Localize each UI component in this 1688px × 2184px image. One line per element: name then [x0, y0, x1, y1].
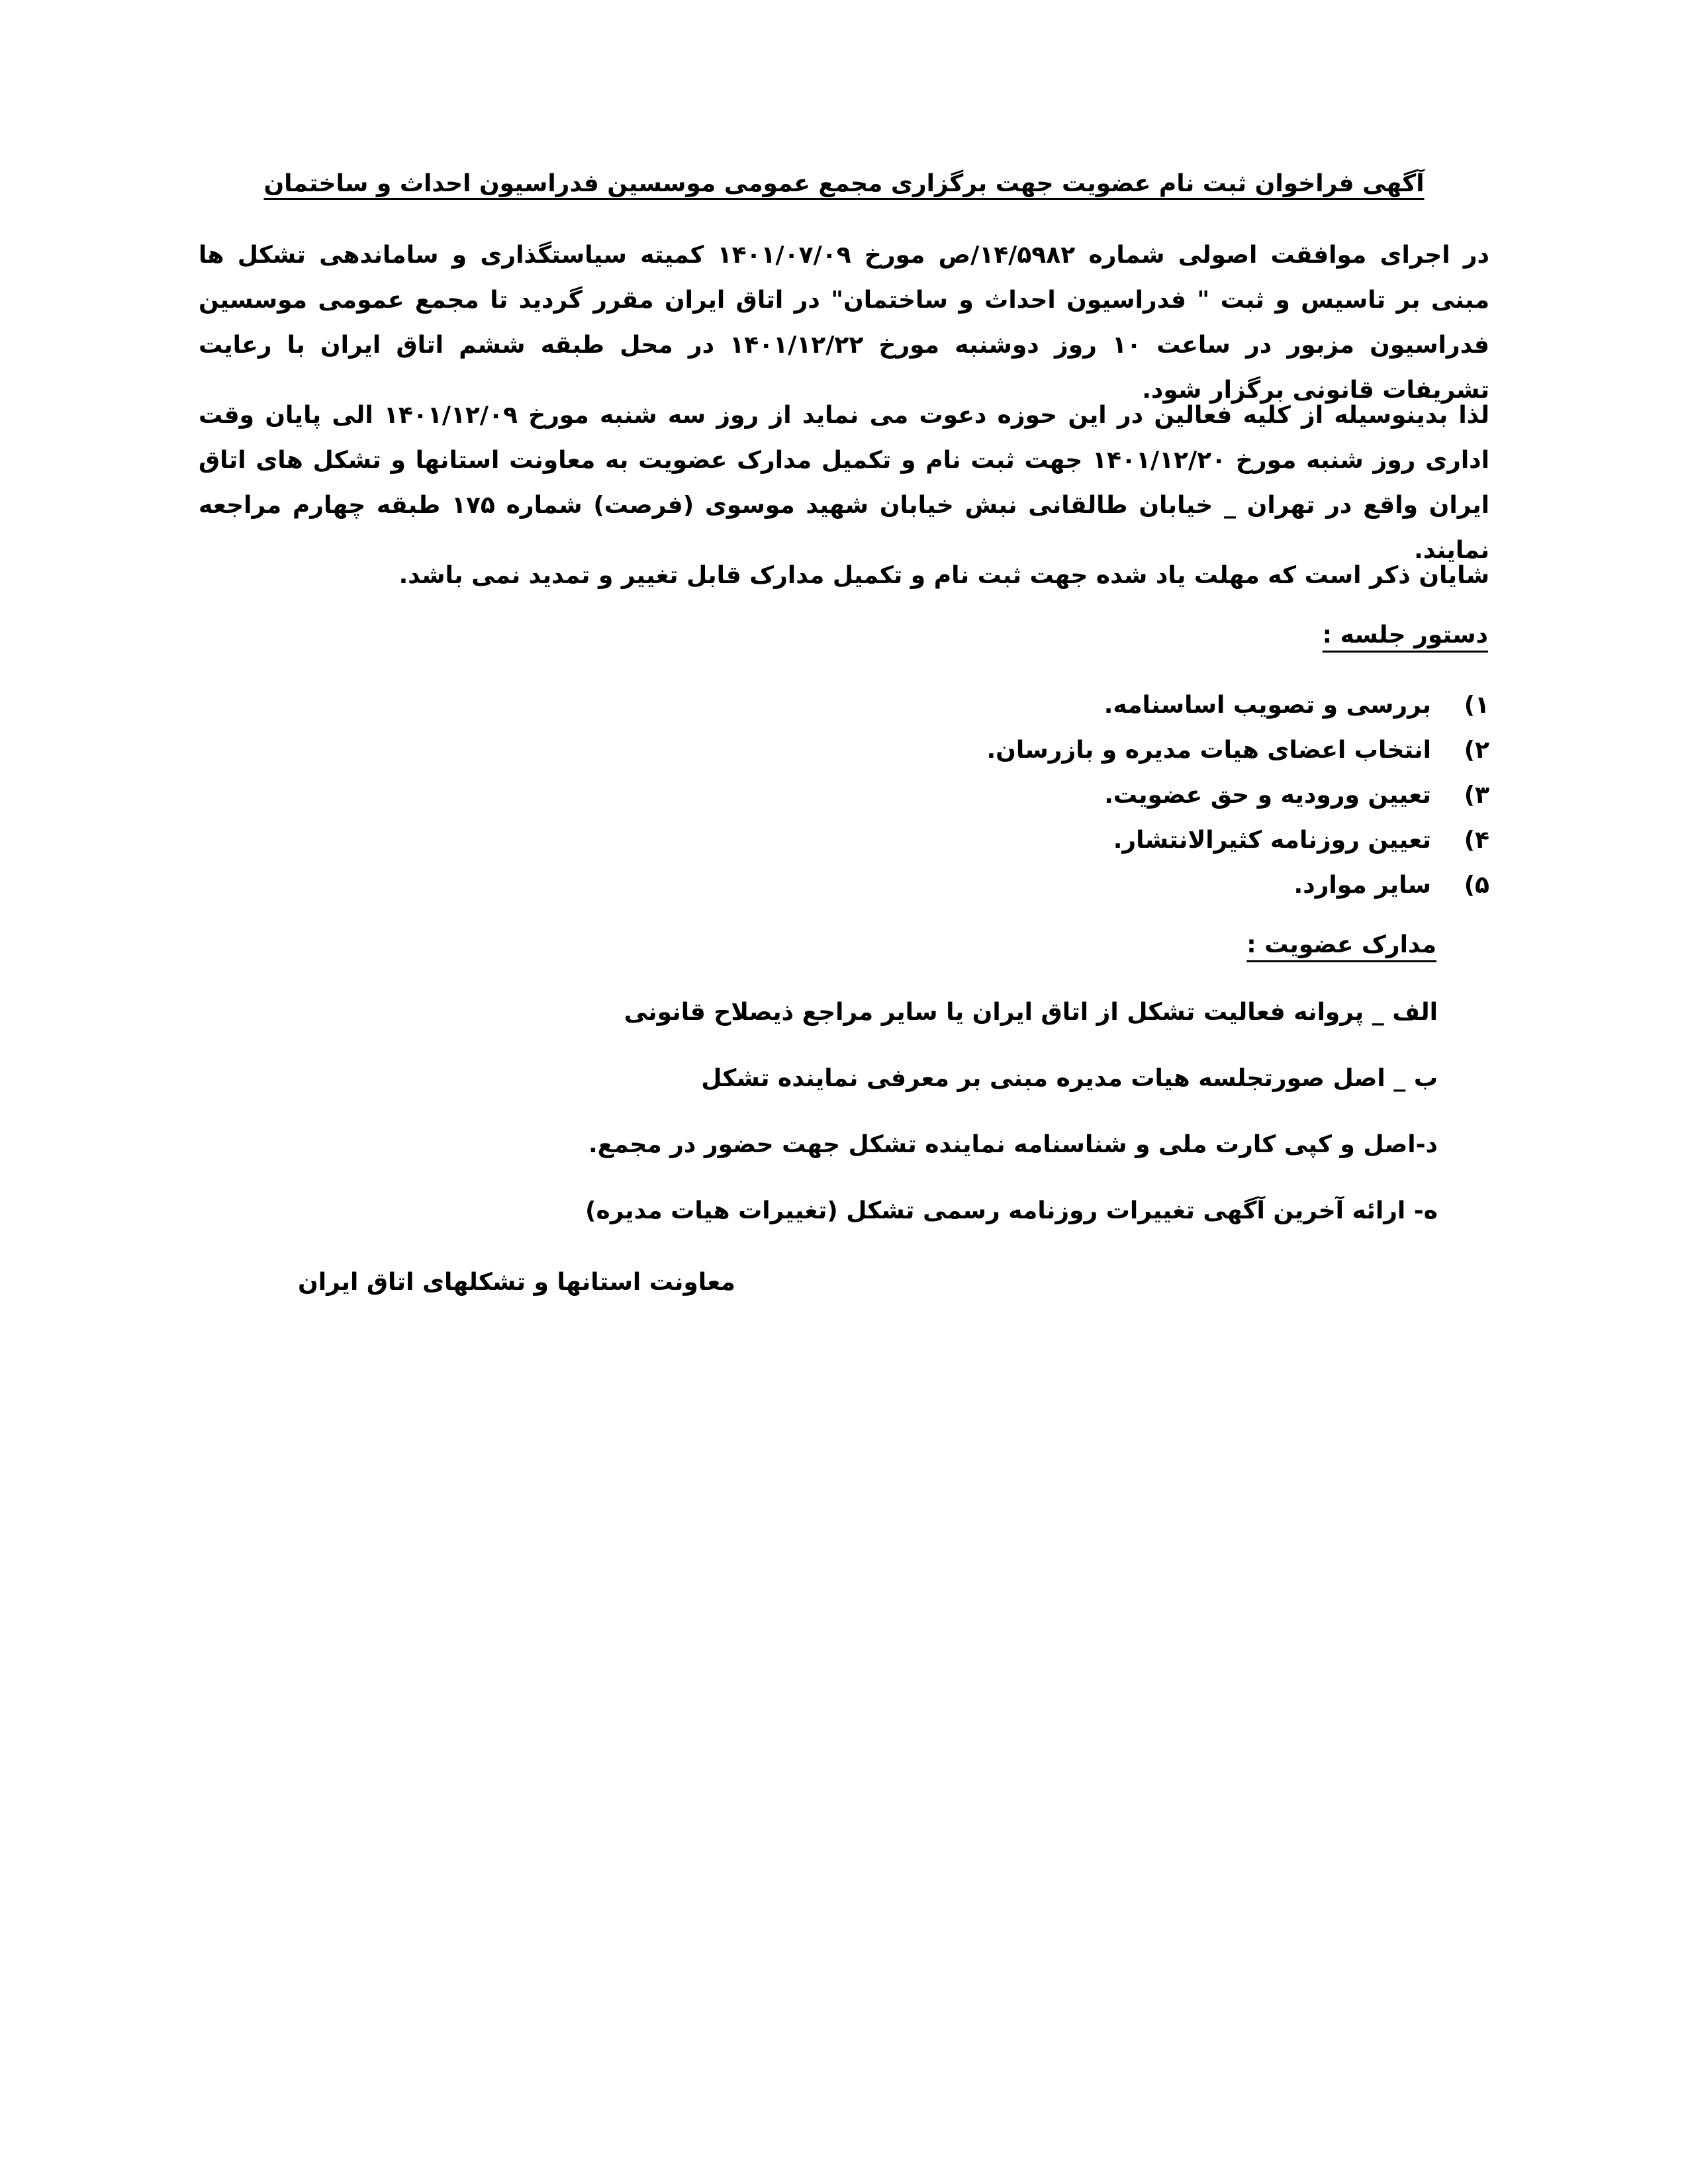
- agenda-item-text: سایر موارد.: [1293, 872, 1431, 899]
- agenda-item-text: تعیین ورودیه و حق عضویت.: [1104, 782, 1431, 809]
- paragraph-deadline-note: شایان ذکر است که مهلت یاد شده جهت ثبت نام و تکمیل مدارک قابل تغییر و تمدید نمی باشد.: [399, 562, 1489, 589]
- paragraph-approval: در اجرای موافقت اصولی شماره ۱۴/۵۹۸۲/ص مورخ ۱۴۰۱/۰۷/۰۹ کمیته سیاستگذاری و ساماندهی تشکل ها مبنی بر تاسیس و ثبت " فدراسیون احداث و ساختمان" در اتاق ایران مقرر گردید تا مجمع عمومی موسسین فدراسیون مزبور در ساعت ۱۰ روز دوشنبه مورخ ۱۴۰۱/۱۲/۲۲ در محل طبقه ششم اتاق ایران با رعایت تشریفات قانونی برگزار شود.: [199, 242, 1489, 404]
- document-item: الف _ پروانه فعالیت تشکل از اتاق ایران یا سایر مراجع ذیصلاح قانونی: [624, 999, 1438, 1026]
- documents-list: [585, 993, 1438, 1257]
- document-item: د-اصل و کپی کارت ملی و شناسنامه نماینده تشکل جهت حضور در مجمع.: [588, 1131, 1438, 1158]
- agenda-item: [761, 776, 1489, 821]
- agenda-item-number: ۳): [1464, 782, 1489, 809]
- documents-heading: [1246, 927, 1436, 964]
- paragraph-invitation: لذا بدینوسیله از کلیه فعالین در این حوزه دعوت می نماید از روز سه شنبه مورخ ۱۴۰۱/۱۲/۰۹ الی پایان وقت اداری روز شنبه مورخ ۱۴۰۱/۱۲/۲۰ جهت ثبت نام و تکمیل مدارک عضویت به معاونت استانها و تشکل های اتاق ایران واقع در تهران _ خیابان طالقانی نبش خیابان شهید موسوی (فرصت) شماره ۱۷۵ طبقه چهارم مراجعه نمایند.: [199, 402, 1489, 564]
- agenda-item: [761, 731, 1489, 776]
- agenda-item: [761, 686, 1489, 731]
- agenda-item: [761, 866, 1489, 911]
- document-title: [199, 165, 1489, 203]
- documents-heading-text: مدارک عضویت :: [1246, 931, 1436, 958]
- agenda-heading-text: دستور جلسه :: [1322, 621, 1488, 649]
- agenda-item-number: ۲): [1464, 737, 1489, 764]
- agenda-heading: [1323, 617, 1488, 654]
- agenda-item-text: تعیین روزنامه کثیرالانتشار.: [1113, 827, 1431, 854]
- agenda-item-number: ۱): [1464, 692, 1489, 719]
- document-title-text: آگهی فراخوان ثبت نام عضویت جهت برگزاری مجمع عمومی موسسین فدراسیون احداث و ساختمان: [263, 170, 1425, 197]
- agenda-item-number: ۴): [1464, 827, 1489, 854]
- agenda-item-text: انتخاب اعضای هیات مدیره و بازرسان.: [986, 737, 1431, 764]
- agenda-item: [761, 821, 1489, 866]
- document-item: ه- ارائه آخرین آگهی تغییرات روزنامه رسمی تشکل (تغییرات هیات مدیره): [585, 1197, 1438, 1224]
- agenda-list: [761, 686, 1489, 911]
- signature: معاونت استانها و تشکلهای اتاق ایران: [298, 1269, 735, 1296]
- document-item: ب _ اصل صورتجلسه هیات مدیره مبنی بر معرفی نماینده تشکل: [701, 1065, 1438, 1092]
- agenda-item-text: بررسی و تصویب اساسنامه.: [1103, 692, 1431, 719]
- agenda-item-number: ۵): [1464, 872, 1489, 899]
